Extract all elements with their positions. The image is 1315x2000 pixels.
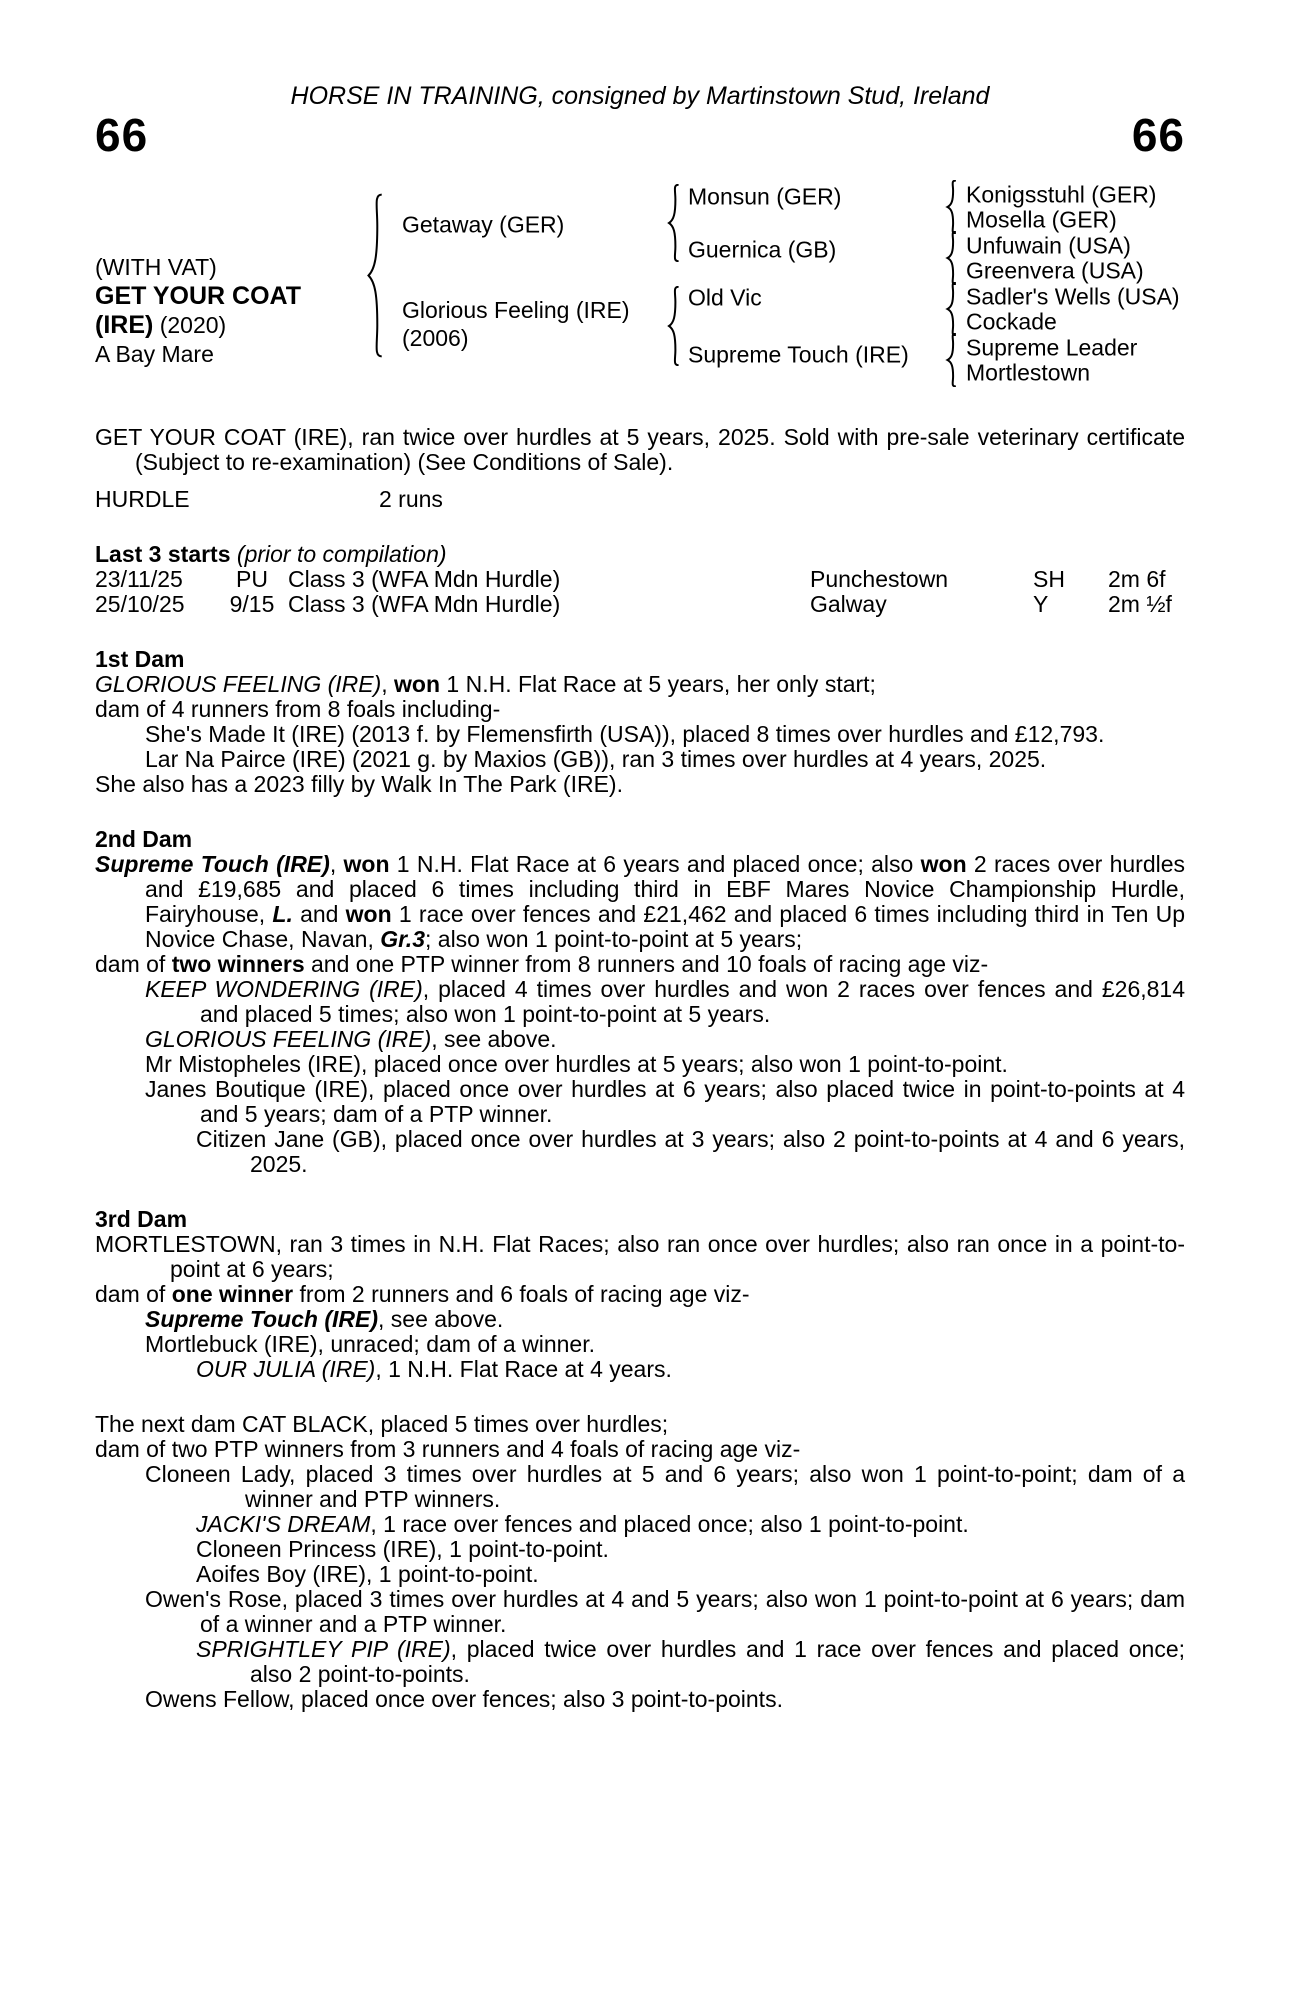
ancestor-g3-5: Sadler's Wells (USA): [966, 283, 1180, 310]
pedigree-paragraph: dam of two PTP winners from 3 runners and 4 foals of racing age viz-: [95, 1436, 801, 1462]
pedigree-paragraph: Owens Fellow, placed once over fences; also 3 point-to-points.: [145, 1686, 783, 1712]
dam-name-block: [402, 296, 630, 352]
granddam-paternal: Guernica (GB): [688, 236, 837, 263]
table-row: [95, 567, 1185, 592]
pedigree-paragraph: The next dam CAT BLACK, placed 5 times over hurdles;: [95, 1411, 669, 1437]
pedigree-paragraph: Mr Mistopheles (IRE), placed once over hurdles at 5 years; also won 1 point-to-point.: [145, 1051, 1008, 1077]
ancestor-g3-7: Supreme Leader: [966, 334, 1138, 361]
pedigree-brace-gen1-icon: [363, 193, 385, 358]
start-date: 25/10/25: [95, 591, 185, 617]
start-position: 9/15: [229, 591, 275, 617]
grandsire-paternal: Monsun (GER): [688, 183, 842, 210]
pedigree-brace-g3c-icon: [944, 282, 958, 336]
horse-identity-block: [95, 253, 301, 369]
pedigree-paragraph: Mortlebuck (IRE), unraced; dam of a winner.: [145, 1331, 595, 1357]
race-category: HURDLE: [95, 486, 190, 512]
section-third-dam: [95, 1207, 1185, 1382]
pedigree-paragraph: Aoifes Boy (IRE), 1 point-to-point.: [196, 1561, 539, 1587]
start-date: 23/11/25: [95, 566, 183, 592]
ancestor-g3-3: Unfuwain (USA): [966, 232, 1131, 259]
pedigree-diagram: [95, 165, 1185, 386]
pedigree-paragraph: dam of 4 runners from 8 foals including-: [95, 696, 501, 722]
horse-year: (2020): [153, 312, 227, 338]
sire-name: Getaway (GER): [402, 211, 565, 238]
pedigree-paragraph: Cloneen Princess (IRE), 1 point-to-point.: [196, 1536, 609, 1562]
pedigree-brace-g3b-icon: [944, 231, 958, 285]
pedigree-paragraph: She also has a 2023 filly by Walk In The Park (IRE).: [95, 771, 623, 797]
pedigree-paragraph: dam of two winners and one PTP winner from 8 runners and 10 foals of racing age viz-: [95, 951, 989, 977]
last-starts-table: [95, 542, 1185, 617]
start-course: Galway: [810, 591, 887, 617]
horse-suffix: (IRE): [95, 311, 154, 339]
pedigree-paragraph: Supreme Touch (IRE), see above.: [145, 1306, 504, 1332]
section-first-dam: [95, 647, 1185, 797]
start-race: Class 3 (WFA Mdn Hurdle): [288, 566, 561, 592]
pedigree-paragraph: Janes Boutique (IRE), placed once over hurdles at 6 years; also placed twice in point-to-points at 4 and 5 years; dam of a PTP winner.: [145, 1076, 1185, 1127]
dam-name: Glorious Feeling (IRE): [402, 297, 630, 323]
pedigree-paragraph: Citizen Jane (GB), placed once over hurdles at 3 years; also 2 point-to-points at 4 and 6 years, 2025.: [196, 1126, 1185, 1177]
sale-conditions-paragraph: GET YOUR COAT (IRE), ran twice over hurdles at 5 years, 2025. Sold with pre-sale veterinary certificate (Subject to re-examination) (See Conditions of Sale).: [95, 424, 1185, 475]
section-next-dam: [95, 1412, 1185, 1712]
race-runs-count: 2 runs: [379, 486, 443, 512]
pedigree-paragraph: MORTLESTOWN, ran 3 times in N.H. Flat Races; also ran once over hurdles; also ran once in a point-to-point at 6 years;: [95, 1231, 1185, 1282]
section-heading: 3rd Dam: [95, 1206, 188, 1232]
pedigree-paragraph: Owen's Rose, placed 3 times over hurdles at 4 and 5 years; also won 1 point-to-point at 6 years; dam of a winner and a PTP winner.: [145, 1586, 1185, 1637]
vat-note: (WITH VAT): [95, 254, 217, 280]
pedigree-paragraph: GLORIOUS FEELING (IRE), won 1 N.H. Flat Race at 5 years, her only start;: [95, 671, 876, 697]
page-title: HORSE IN TRAINING, consigned by Martinstown Stud, Ireland: [290, 82, 990, 110]
pedigree-paragraph: OUR JULIA (IRE), 1 N.H. Flat Race at 4 years.: [196, 1356, 672, 1382]
pedigree-paragraph: KEEP WONDERING (IRE), placed 4 times over hurdles and won 2 races over fences and £26,814 and placed 5 times; also won 1 point-to-point at 5 years.: [145, 976, 1186, 1027]
pedigree-brace-g3d-icon: [944, 333, 958, 387]
lot-number-left: 66: [95, 109, 149, 161]
ancestor-g3-4: Greenvera (USA): [966, 257, 1144, 284]
ancestor-g3-2: Mosella (GER): [966, 206, 1117, 233]
pedigree-paragraph: Lar Na Pairce (IRE) (2021 g. by Maxios (GB)), ran 3 times over hurdles at 4 years, 2025.: [145, 746, 1047, 772]
pedigree-paragraph: Cloneen Lady, placed 3 times over hurdles at 5 and 6 years; also won 1 point-to-point; dam of a winner and PTP winners.: [145, 1461, 1185, 1512]
start-going: SH: [1033, 566, 1065, 592]
table-row: [95, 592, 1185, 617]
section-second-dam: [95, 827, 1185, 1177]
dam-year: (2006): [402, 325, 469, 351]
start-race: Class 3 (WFA Mdn Hurdle): [288, 591, 561, 617]
pedigree-paragraph: JACKI'S DREAM, 1 race over fences and placed once; also 1 point-to-point.: [196, 1511, 969, 1537]
last-starts-note: (prior to compilation): [230, 541, 447, 567]
last-starts-heading: [95, 542, 1185, 567]
ancestor-g3-1: Konigsstuhl (GER): [966, 181, 1157, 208]
start-distance: 2m 6f: [1108, 566, 1166, 592]
start-going: Y: [1033, 591, 1049, 617]
pedigree-paragraph: SPRIGHTLEY PIP (IRE), placed twice over hurdles and 1 race over fences and placed once; also 2 point-to-points.: [196, 1636, 1185, 1687]
horse-description: A Bay Mare: [95, 341, 214, 367]
pedigree-paragraph: dam of one winner from 2 runners and 6 foals of racing age viz-: [95, 1281, 750, 1307]
pedigree-brace-sire-icon: [665, 184, 681, 262]
section-heading: 2nd Dam: [95, 826, 193, 852]
granddam-maternal: Supreme Touch (IRE): [688, 341, 909, 368]
ancestor-g3-6: Cockade: [966, 308, 1057, 335]
last-starts-label: Last 3 starts: [95, 541, 231, 567]
lot-number-right: 66: [1131, 109, 1185, 161]
pedigree-paragraph: GLORIOUS FEELING (IRE), see above.: [145, 1026, 557, 1052]
section-heading: 1st Dam: [95, 646, 185, 672]
ancestor-g3-8: Mortlestown: [966, 359, 1090, 386]
grandsire-maternal: Old Vic: [688, 284, 762, 311]
race-category-row: [95, 487, 1185, 512]
pedigree-paragraph: Supreme Touch (IRE), won 1 N.H. Flat Race at 6 years and placed once; also won 2 races over hurdles and £19,685 and placed 6 times including third in EBF Mares Novice Championship Hurdle, Fairyhouse, L. and won 1 race over fences and £21,462 and placed 6 times including third in Ten Up Novice Chase, Navan, Gr.3; also won 1 point-to-point at 5 years;: [95, 851, 1186, 952]
pedigree-brace-g3a-icon: [944, 180, 958, 234]
start-course: Punchestown: [810, 566, 949, 592]
start-position: PU: [236, 566, 268, 592]
horse-suffix-year: [95, 311, 301, 340]
horse-name: GET YOUR COAT: [95, 282, 302, 310]
pedigree-paragraph: She's Made It (IRE) (2013 f. by Flemensfirth (USA)), placed 8 times over hurdles and £12,793.: [145, 721, 1105, 747]
start-distance: 2m ½f: [1108, 591, 1172, 617]
lot-number-row: [95, 109, 1185, 161]
pedigree-brace-dam-icon: [665, 286, 681, 366]
